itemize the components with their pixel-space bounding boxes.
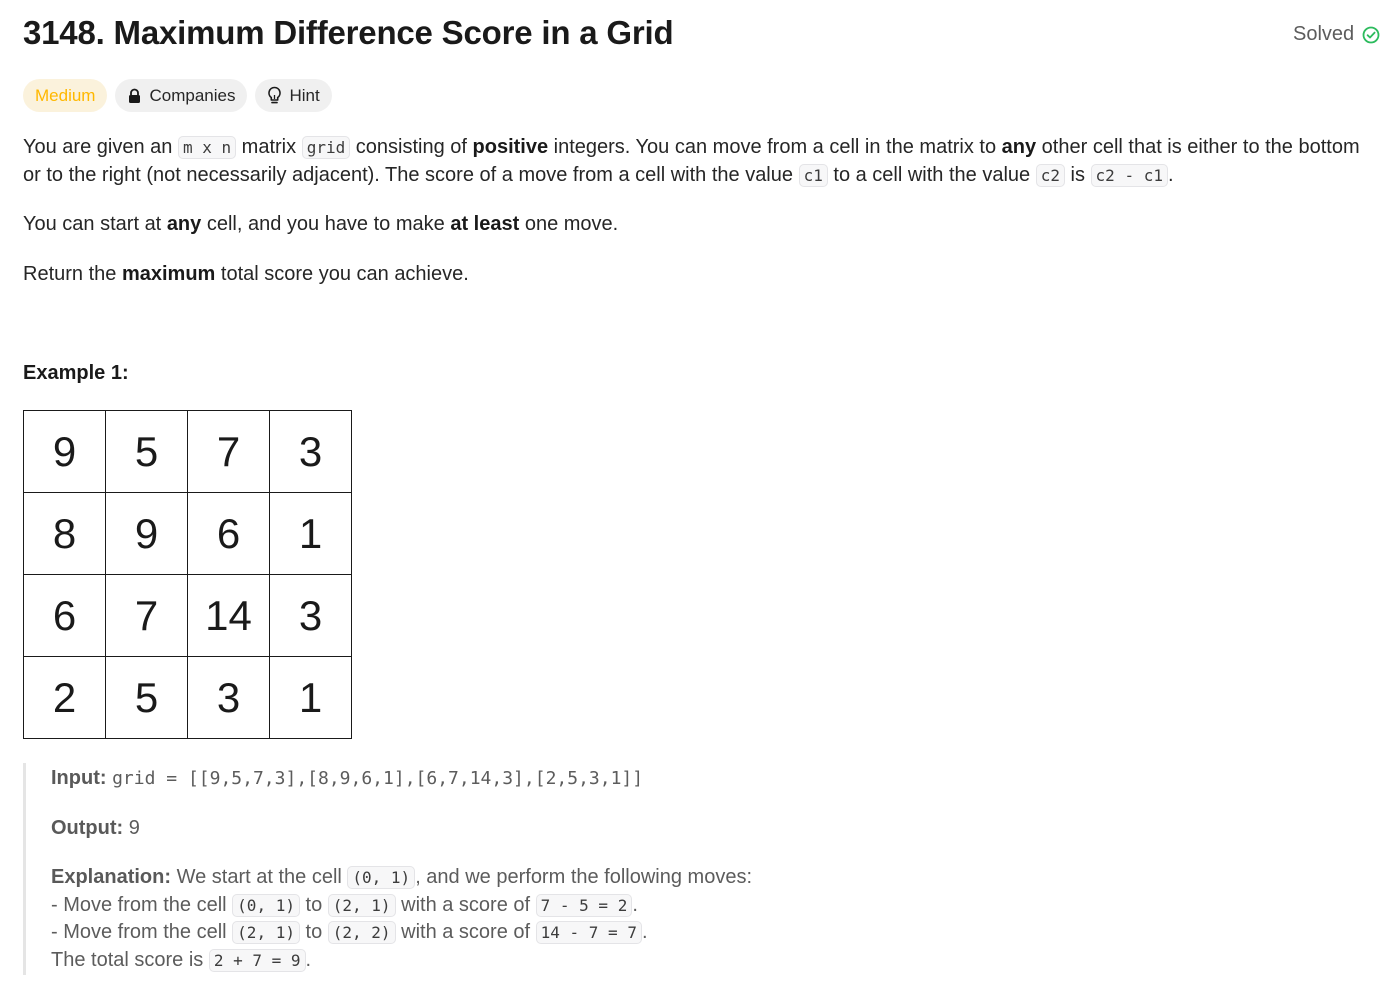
grid-cell: 1 bbox=[270, 493, 352, 575]
grid-cell: 3 bbox=[270, 575, 352, 657]
text: integers. You can move from a cell in the matrix to bbox=[548, 136, 1002, 158]
text: You are given an bbox=[23, 136, 178, 158]
explanation-line bbox=[51, 892, 638, 920]
inline-code: 14 - 7 = 7 bbox=[536, 921, 642, 944]
lightbulb-icon bbox=[267, 86, 282, 105]
text: - Move from the cell bbox=[51, 894, 233, 916]
grid-row bbox=[24, 657, 352, 739]
solved-status bbox=[1293, 23, 1380, 46]
grid-cell: 2 bbox=[24, 657, 106, 739]
inline-code: c2 bbox=[1036, 164, 1065, 187]
text: , and we perform the following moves: bbox=[415, 866, 753, 888]
inline-code: (2, 2) bbox=[328, 921, 396, 944]
explanation-line bbox=[51, 919, 648, 947]
text: cell, and you have to make bbox=[201, 213, 451, 235]
output-value: 9 bbox=[128, 817, 140, 839]
text: to bbox=[299, 921, 328, 943]
inline-code: (2, 1) bbox=[232, 921, 300, 944]
example-title: Example 1: bbox=[23, 362, 129, 384]
example-grid bbox=[23, 410, 352, 739]
grid-cell: 1 bbox=[270, 657, 352, 739]
hint-label: Hint bbox=[289, 85, 320, 105]
description-paragraph-1 bbox=[23, 134, 1368, 189]
text: We start at the cell bbox=[171, 866, 348, 888]
emphasis: maximum bbox=[121, 263, 216, 285]
text: . bbox=[632, 894, 638, 916]
solved-label: Solved bbox=[1293, 23, 1355, 45]
companies-button[interactable] bbox=[115, 79, 247, 112]
inline-code: grid bbox=[302, 136, 351, 159]
text: is bbox=[1064, 163, 1091, 186]
lock-icon bbox=[127, 88, 142, 104]
text: . bbox=[641, 921, 648, 943]
explanation-line bbox=[51, 864, 752, 892]
grid-cell: 14 bbox=[188, 575, 270, 657]
example-input bbox=[51, 765, 643, 793]
problem-tags bbox=[23, 79, 332, 112]
problem-page bbox=[23, 0, 1400, 1002]
inline-code: (2, 1) bbox=[328, 894, 396, 917]
grid-cell: 9 bbox=[24, 411, 106, 493]
grid-row bbox=[24, 493, 352, 575]
difficulty-label: Medium bbox=[35, 85, 96, 105]
grid-row bbox=[24, 575, 352, 657]
hint-button[interactable] bbox=[255, 79, 331, 112]
text: other cell that is either to the bottom or to the right (not necessarily adjacent). The score of a move from a cell with the value bbox=[23, 136, 1360, 186]
input-label: Input: bbox=[51, 767, 107, 789]
grid-cell: 6 bbox=[24, 575, 106, 657]
problem-title: 3148. Maximum Difference Score in a Grid bbox=[23, 14, 674, 51]
emphasis: any bbox=[166, 213, 202, 235]
grid-cell: 7 bbox=[188, 411, 270, 493]
grid-cell: 5 bbox=[106, 411, 188, 493]
grid-cell: 9 bbox=[106, 493, 188, 575]
explanation-label: Explanation: bbox=[51, 866, 172, 888]
emphasis: positive bbox=[472, 136, 549, 158]
emphasis: at least bbox=[450, 213, 520, 235]
example-output bbox=[51, 815, 140, 843]
inline-code: m x n bbox=[178, 136, 236, 159]
text: - Move from the cell bbox=[51, 921, 233, 943]
description-paragraph-3 bbox=[23, 261, 1368, 289]
grid-cell: 6 bbox=[188, 493, 270, 575]
output-label: Output: bbox=[51, 817, 124, 839]
text: . bbox=[1167, 163, 1174, 186]
example-block bbox=[23, 763, 948, 975]
grid-cell: 3 bbox=[188, 657, 270, 739]
text: total score you can achieve. bbox=[215, 263, 469, 285]
text: one move. bbox=[519, 213, 619, 235]
text: consisting of bbox=[350, 136, 473, 158]
inline-code: (0, 1) bbox=[232, 894, 300, 917]
inline-code: c1 bbox=[799, 164, 828, 187]
inline-code: (0, 1) bbox=[347, 866, 415, 889]
text: to a cell with the value bbox=[827, 163, 1036, 186]
difficulty-badge bbox=[23, 79, 107, 112]
check-circle-icon bbox=[1362, 26, 1380, 44]
explanation-line bbox=[51, 947, 311, 975]
inline-code: 7 - 5 = 2 bbox=[536, 894, 633, 917]
grid-cell: 5 bbox=[106, 657, 188, 739]
inline-code: c2 - c1 bbox=[1091, 164, 1168, 187]
text: to bbox=[299, 894, 328, 916]
text: with a score of bbox=[395, 894, 536, 916]
grid-cell: 8 bbox=[24, 493, 106, 575]
inline-code: 2 + 7 = 9 bbox=[209, 949, 306, 972]
text: You can start at bbox=[23, 213, 167, 235]
input-value: grid = [[9,5,7,3],[8,9,6,1],[6,7,14,3],[2,5,3,1]] bbox=[112, 768, 644, 789]
text: with a score of bbox=[395, 921, 536, 943]
emphasis: any bbox=[1001, 136, 1037, 158]
companies-label: Companies bbox=[149, 85, 236, 105]
description-paragraph-2 bbox=[23, 211, 1368, 239]
grid-cell: 3 bbox=[270, 411, 352, 493]
grid-cell: 7 bbox=[106, 575, 188, 657]
text: The total score is bbox=[51, 949, 209, 971]
text: . bbox=[305, 949, 312, 971]
text: Return the bbox=[23, 263, 122, 285]
text: matrix bbox=[236, 136, 302, 158]
grid-row bbox=[24, 411, 352, 493]
